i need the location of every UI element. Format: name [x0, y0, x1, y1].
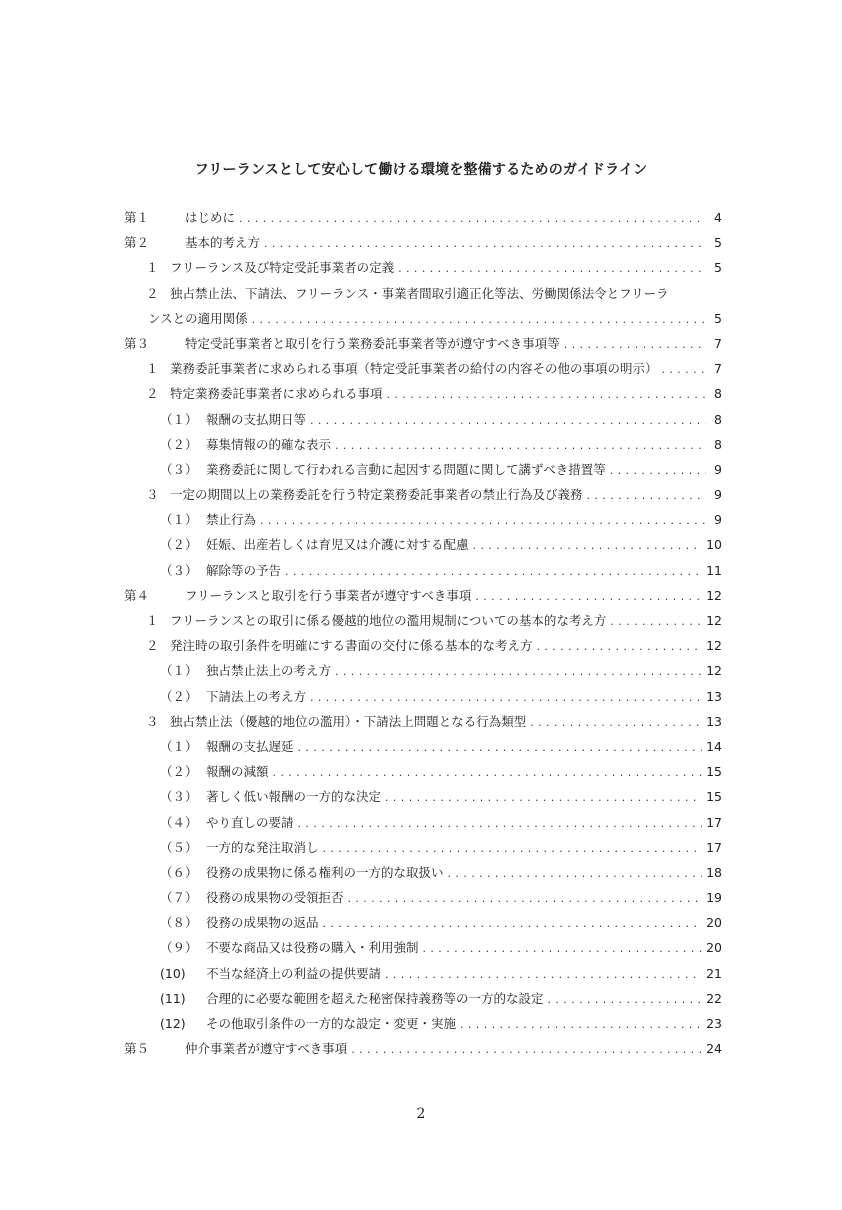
- toc-entry[interactable]: [124, 737, 722, 762]
- toc-entry-title: 解除等の予告: [206, 562, 282, 578]
- toc-entry-number: 第１: [124, 210, 150, 225]
- toc-entry-title: 一方的な発注取消し: [206, 839, 319, 855]
- toc-entry-page: 17: [706, 814, 722, 830]
- toc-entry-number: ３: [146, 487, 159, 503]
- toc-entry-title: 業務委託に関して行われる言動に起因する問題に関して講ずべき措置等: [206, 461, 606, 477]
- leader-dots: [310, 411, 706, 431]
- leader-dots: [285, 562, 702, 582]
- table-of-contents: [124, 208, 722, 1064]
- toc-entry-page: 8: [714, 411, 722, 427]
- leader-dots: [387, 385, 706, 405]
- toc-entry-number: （１）: [160, 738, 198, 754]
- leader-dots: [587, 486, 706, 506]
- toc-entry-title: 基本的考え方: [185, 235, 261, 251]
- toc-entry-page: 5: [714, 235, 722, 251]
- toc-entry-title: 報酬の支払期日等: [206, 411, 307, 427]
- toc-entry-page: 7: [714, 335, 722, 351]
- toc-entry-page: 9: [714, 512, 722, 528]
- toc-entry-title: 合理的に必要な範囲を超えた秘密保持義務等の一方的な設定: [206, 990, 544, 1006]
- toc-entry-title: 禁止行為: [206, 512, 257, 528]
- toc-entry-number: 第２: [124, 235, 150, 251]
- toc-entry-page: 21: [706, 965, 722, 981]
- toc-entry[interactable]: [124, 460, 722, 485]
- leader-dots: [423, 939, 703, 959]
- toc-entry-title: 募集情報の的確な表示: [206, 436, 332, 452]
- toc-entry-title: はじめに: [185, 210, 236, 225]
- toc-entry-number: ２: [146, 386, 159, 402]
- leader-dots: [239, 209, 706, 229]
- leader-dots: [537, 637, 703, 657]
- document-title: フリーランスとして安心して働ける環境を整備するためのガイドライン: [194, 162, 648, 178]
- toc-entry-title: やり直しの要請: [206, 814, 294, 830]
- toc-entry-page: 13: [706, 713, 722, 729]
- toc-entry-title: 著しく低い報酬の一方的な決定: [206, 789, 382, 805]
- toc-entry-number: （７）: [160, 890, 198, 906]
- leader-dots: [264, 234, 706, 254]
- toc-entry-number: （３）: [160, 562, 198, 578]
- leader-dots: [385, 788, 702, 808]
- toc-entry[interactable]: [124, 384, 722, 409]
- toc-entry[interactable]: [124, 561, 722, 586]
- toc-entry[interactable]: [124, 586, 722, 611]
- leader-dots: [385, 965, 702, 985]
- toc-entry[interactable]: [124, 208, 722, 233]
- toc-entry[interactable]: [124, 813, 722, 838]
- toc-entry-title: 妊娠、出産若しくは育児又は介護に対する配慮: [206, 537, 469, 553]
- toc-entry-page: 12: [706, 663, 722, 679]
- toc-entry-number: （３）: [160, 461, 198, 477]
- toc-entry-number: １: [146, 260, 159, 276]
- leader-dots: [273, 763, 703, 783]
- toc-entry[interactable]: [124, 233, 722, 258]
- toc-entry-page: 8: [714, 386, 722, 402]
- leader-dots: [335, 436, 706, 456]
- leader-dots: [348, 889, 703, 909]
- toc-entry[interactable]: [124, 284, 722, 309]
- toc-entry-title: 報酬の減額: [206, 764, 269, 780]
- toc-entry[interactable]: [124, 712, 722, 737]
- toc-entry-page: 15: [706, 764, 722, 780]
- leader-dots: [530, 713, 702, 733]
- toc-entry-page: 20: [706, 940, 722, 956]
- toc-entry-title: フリーランスとの取引に係る優越的地位の濫用規制についての基本的な考え方: [170, 613, 607, 628]
- toc-entry-page: 12: [706, 613, 722, 628]
- toc-entry-number: （１）: [160, 663, 198, 679]
- toc-entry-number: 第４: [124, 587, 150, 603]
- toc-entry-title-continued: ンスとの適用関係: [148, 310, 248, 326]
- toc-entry[interactable]: [124, 938, 722, 963]
- toc-entry-title: 独占禁止法上の考え方: [206, 663, 332, 679]
- toc-entry-page: 5: [714, 260, 722, 276]
- toc-entry[interactable]: [124, 485, 722, 510]
- leader-dots: [335, 662, 702, 682]
- toc-entry-page: 12: [706, 587, 722, 603]
- leader-dots: [310, 688, 702, 708]
- toc-entry-title: フリーランスと取引を行う事業者が遵守すべき事項: [185, 587, 472, 603]
- toc-entry-page: 11: [706, 562, 722, 578]
- leader-dots: [298, 738, 703, 758]
- leader-dots: [252, 310, 706, 330]
- toc-entry-title: 不要な商品又は役務の購入・利用強制: [206, 940, 419, 956]
- toc-entry-number: （１）: [160, 411, 198, 427]
- toc-entry-title: 業務委託事業者に求められる事項（特定受託事業者の給付の内容その他の事項の明示）: [170, 361, 658, 377]
- toc-entry-number: (12): [160, 1016, 186, 1031]
- toc-entry-number: （１）: [160, 512, 198, 528]
- toc-entry-number: （２）: [160, 537, 198, 553]
- leader-dots: [610, 612, 702, 632]
- leader-dots: [323, 914, 703, 934]
- toc-entry-title: 役務の成果物の受領拒否: [206, 890, 344, 906]
- toc-entry[interactable]: [124, 535, 722, 560]
- toc-entry-title: 発注時の取引条件を明確にする書面の交付に係る基本的な考え方: [170, 638, 533, 654]
- leader-dots: [323, 839, 703, 859]
- toc-entry-page: 18: [706, 864, 722, 880]
- toc-entry-title: 下請法上の考え方: [206, 688, 307, 704]
- toc-entry[interactable]: [124, 258, 722, 283]
- toc-entry[interactable]: [124, 636, 722, 661]
- leader-dots: [460, 1015, 702, 1035]
- toc-entry[interactable]: [124, 989, 722, 1014]
- toc-entry[interactable]: [124, 762, 722, 787]
- toc-entry-number: (10): [160, 965, 186, 981]
- toc-entry-number: 第５: [124, 1041, 150, 1057]
- toc-entry-title: 仲介事業者が遵守すべき事項: [185, 1041, 348, 1057]
- toc-entry-title: その他取引条件の一方的な設定・変更・実施: [206, 1016, 457, 1031]
- toc-entry-title: フリーランス及び特定受託事業者の定義: [170, 260, 395, 276]
- toc-entry[interactable]: [124, 611, 722, 636]
- toc-entry-title: 特定受託事業者と取引を行う業務委託事業者等が遵守すべき事項等: [185, 335, 560, 351]
- toc-entry-number: １: [146, 361, 159, 377]
- toc-entry-number: ２: [146, 638, 159, 654]
- toc-entry-number: （２）: [160, 436, 198, 452]
- toc-entry[interactable]: [124, 510, 722, 535]
- toc-entry-number: 第３: [124, 335, 150, 351]
- toc-entry-page: 15: [706, 789, 722, 805]
- toc-entry[interactable]: [124, 913, 722, 938]
- toc-entry[interactable]: [124, 1039, 722, 1064]
- toc-entry-number: （２）: [160, 764, 198, 780]
- toc-entry[interactable]: [124, 359, 722, 384]
- toc-entry-number: １: [146, 613, 159, 628]
- toc-entry-page: 24: [706, 1041, 722, 1057]
- toc-entry[interactable]: [124, 787, 722, 812]
- toc-entry-page: 8: [714, 436, 722, 452]
- toc-entry[interactable]: [124, 1014, 722, 1039]
- leader-dots: [564, 335, 706, 355]
- leader-dots: [448, 864, 703, 884]
- toc-entry-number: （８）: [160, 915, 198, 931]
- toc-entry-number: （９）: [160, 940, 198, 956]
- toc-entry-page: 9: [714, 461, 722, 477]
- toc-entry[interactable]: [124, 964, 722, 989]
- toc-entry-number: （４）: [160, 814, 198, 830]
- toc-entry-number: ２: [146, 285, 159, 301]
- toc-entry-number: （３）: [160, 789, 198, 805]
- toc-entry-title: 独占禁止法、下請法、フリーランス・事業者間取引適正化等法、労働関係法令とフリーラ: [170, 285, 669, 301]
- leader-dots: [298, 814, 703, 834]
- toc-entry-continuation[interactable]: [124, 309, 722, 334]
- leader-dots: [548, 990, 703, 1010]
- toc-entry[interactable]: [124, 687, 722, 712]
- toc-entry-title: 一定の期間以上の業務委託を行う特定業務委託事業者の禁止行為及び義務: [170, 487, 583, 503]
- toc-entry-title: 役務の成果物の返品: [206, 915, 319, 931]
- leader-dots: [475, 587, 702, 607]
- toc-entry-title: 報酬の支払遅延: [206, 738, 294, 754]
- toc-entry[interactable]: [124, 863, 722, 888]
- toc-entry-title: 特定業務委託事業者に求められる事項: [170, 386, 383, 402]
- toc-entry-page: 10: [706, 537, 722, 553]
- leader-dots: [351, 1040, 702, 1060]
- toc-entry-number: （６）: [160, 864, 198, 880]
- toc-entry-number: ３: [146, 713, 159, 729]
- toc-entry-page: 13: [706, 688, 722, 704]
- leader-dots: [398, 259, 706, 279]
- toc-entry-page: 14: [706, 738, 722, 754]
- toc-entry[interactable]: [124, 888, 722, 913]
- toc-entry[interactable]: [124, 661, 722, 686]
- toc-entry-page: 22: [706, 990, 722, 1006]
- toc-entry-page: 20: [706, 915, 722, 931]
- leader-dots: [473, 536, 703, 556]
- toc-entry-page: 4: [714, 210, 722, 225]
- toc-entry-page: 7: [714, 361, 722, 377]
- toc-entry-title: 独占禁止法（優越的地位の濫用）・下請法上問題となる行為類型: [170, 713, 527, 729]
- toc-entry-page: 5: [714, 310, 722, 326]
- toc-entry-title: 不当な経済上の利益の提供要請: [206, 965, 382, 981]
- toc-entry-title: 役務の成果物に係る権利の一方的な取扱い: [206, 864, 444, 880]
- toc-entry[interactable]: [124, 435, 722, 460]
- toc-entry-number: （５）: [160, 839, 198, 855]
- toc-entry-page: 9: [714, 487, 722, 503]
- toc-entry-number: （２）: [160, 688, 198, 704]
- toc-entry[interactable]: [124, 838, 722, 863]
- toc-entry-number: (11): [160, 990, 186, 1006]
- leader-dots: [610, 461, 706, 481]
- toc-entry-page: 23: [706, 1016, 722, 1031]
- page-number: 2: [416, 1106, 426, 1122]
- toc-entry-page: 19: [706, 890, 722, 906]
- toc-entry-page: 12: [706, 638, 722, 654]
- toc-entry[interactable]: [124, 334, 722, 359]
- toc-entry[interactable]: [124, 410, 722, 435]
- leader-dots: [260, 511, 706, 531]
- leader-dots: [662, 360, 706, 380]
- toc-entry-page: 17: [706, 839, 722, 855]
